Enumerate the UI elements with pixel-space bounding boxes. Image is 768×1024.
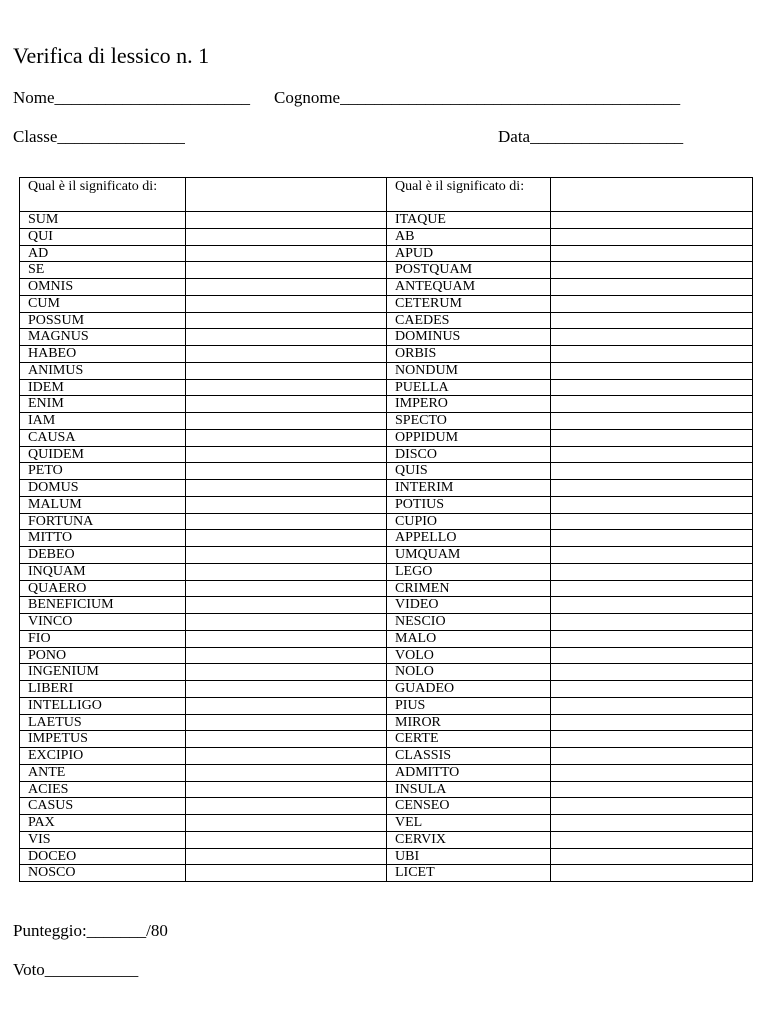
table-row	[20, 429, 753, 446]
table-row	[20, 547, 753, 564]
table-row	[20, 446, 753, 463]
table-row	[20, 681, 753, 698]
latin-word-right: CAEDES	[387, 312, 551, 329]
answer-cell-left[interactable]	[186, 396, 387, 413]
answer-cell-right[interactable]	[551, 781, 753, 798]
answer-cell-right[interactable]	[551, 513, 753, 530]
answer-cell-left[interactable]	[186, 228, 387, 245]
latin-word-right: CLASSIS	[387, 748, 551, 765]
table-row	[20, 245, 753, 262]
answer-cell-left[interactable]	[186, 597, 387, 614]
latin-word-left: LAETUS	[20, 714, 186, 731]
latin-word-left: VINCO	[20, 614, 186, 631]
header-right: Qual è il significato di:	[387, 178, 551, 212]
answer-cell-right[interactable]	[551, 362, 753, 379]
latin-word-left: FIO	[20, 630, 186, 647]
latin-word-right: LICET	[387, 865, 551, 882]
latin-word-right: APPELLO	[387, 530, 551, 547]
latin-word-left: PAX	[20, 815, 186, 832]
answer-cell-left[interactable]	[186, 630, 387, 647]
answer-cell-left[interactable]	[186, 865, 387, 882]
table-row	[20, 228, 753, 245]
answer-cell-right[interactable]	[551, 681, 753, 698]
answer-cell-left[interactable]	[186, 664, 387, 681]
answer-cell-right[interactable]	[551, 798, 753, 815]
answer-cell-right[interactable]	[551, 228, 753, 245]
answer-cell-left[interactable]	[186, 563, 387, 580]
answer-cell-left[interactable]	[186, 530, 387, 547]
answer-cell-right[interactable]	[551, 647, 753, 664]
latin-word-left: BENEFICIUM	[20, 597, 186, 614]
table-header-row	[20, 178, 753, 212]
nome-field[interactable]: Nome_______________________	[13, 88, 251, 107]
answer-header-right	[551, 178, 753, 212]
answer-cell-right[interactable]	[551, 379, 753, 396]
latin-word-left: ACIES	[20, 781, 186, 798]
latin-word-left: AD	[20, 245, 186, 262]
page-title: Verifica di lessico n. 1	[13, 43, 210, 68]
table-row	[20, 798, 753, 815]
answer-cell-right[interactable]	[551, 664, 753, 681]
table-row	[20, 614, 753, 631]
latin-word-right: NOLO	[387, 664, 551, 681]
latin-word-right: SPECTO	[387, 413, 551, 430]
latin-word-right: CETERUM	[387, 295, 551, 312]
table-row	[20, 865, 753, 882]
table-row	[20, 362, 753, 379]
latin-word-left: IMPETUS	[20, 731, 186, 748]
answer-cell-right[interactable]	[551, 764, 753, 781]
latin-word-left: INQUAM	[20, 563, 186, 580]
answer-cell-left[interactable]	[186, 429, 387, 446]
answer-cell-right[interactable]	[551, 748, 753, 765]
answer-cell-left[interactable]	[186, 279, 387, 296]
latin-word-right: VIDEO	[387, 597, 551, 614]
latin-word-right: PUELLA	[387, 379, 551, 396]
latin-word-right: NESCIO	[387, 614, 551, 631]
table-row	[20, 831, 753, 848]
latin-word-left: QUAERO	[20, 580, 186, 597]
latin-word-right: CUPIO	[387, 513, 551, 530]
answer-cell-left[interactable]	[186, 480, 387, 497]
answer-cell-left[interactable]	[186, 312, 387, 329]
answer-cell-left[interactable]	[186, 647, 387, 664]
data-field[interactable]: Data__________________	[498, 127, 684, 146]
answer-cell-left[interactable]	[186, 580, 387, 597]
answer-cell-right[interactable]	[551, 429, 753, 446]
latin-word-right: ORBIS	[387, 346, 551, 363]
answer-cell-right[interactable]	[551, 815, 753, 832]
latin-word-right: OPPIDUM	[387, 429, 551, 446]
answer-cell-right[interactable]	[551, 295, 753, 312]
table-row	[20, 764, 753, 781]
answer-cell-right[interactable]	[551, 212, 753, 229]
answer-cell-left[interactable]	[186, 212, 387, 229]
answer-cell-right[interactable]	[551, 245, 753, 262]
answer-cell-left[interactable]	[186, 848, 387, 865]
table-row	[20, 212, 753, 229]
latin-word-right: CERTE	[387, 731, 551, 748]
answer-cell-right[interactable]	[551, 463, 753, 480]
latin-word-right: PIUS	[387, 697, 551, 714]
table-row	[20, 463, 753, 480]
answer-cell-left[interactable]	[186, 831, 387, 848]
latin-word-left: DOCEO	[20, 848, 186, 865]
answer-cell-left[interactable]	[186, 379, 387, 396]
latin-word-right: INTERIM	[387, 480, 551, 497]
answer-cell-right[interactable]	[551, 413, 753, 430]
latin-word-left: VIS	[20, 831, 186, 848]
table-row	[20, 396, 753, 413]
answer-cell-right[interactable]	[551, 614, 753, 631]
answer-cell-left[interactable]	[186, 463, 387, 480]
latin-word-right: MIROR	[387, 714, 551, 731]
answer-cell-right[interactable]	[551, 547, 753, 564]
latin-word-left: INTELLIGO	[20, 697, 186, 714]
vocabulary-table	[19, 177, 753, 882]
table-row	[20, 312, 753, 329]
latin-word-right: DISCO	[387, 446, 551, 463]
answer-cell-right[interactable]	[551, 865, 753, 882]
latin-word-right: ADMITTO	[387, 764, 551, 781]
latin-word-right: NONDUM	[387, 362, 551, 379]
latin-word-left: IDEM	[20, 379, 186, 396]
latin-word-left: SUM	[20, 212, 186, 229]
table-row	[20, 279, 753, 296]
answer-cell-left[interactable]	[186, 245, 387, 262]
table-row	[20, 697, 753, 714]
answer-cell-right[interactable]	[551, 396, 753, 413]
header-left: Qual è il significato di:	[20, 178, 186, 212]
answer-cell-left[interactable]	[186, 262, 387, 279]
answer-cell-left[interactable]	[186, 547, 387, 564]
answer-cell-left[interactable]	[186, 731, 387, 748]
latin-word-right: CRIMEN	[387, 580, 551, 597]
answer-cell-right[interactable]	[551, 480, 753, 497]
latin-word-left: CUM	[20, 295, 186, 312]
latin-word-left: CASUS	[20, 798, 186, 815]
answer-cell-right[interactable]	[551, 446, 753, 463]
table-row	[20, 480, 753, 497]
table-row	[20, 664, 753, 681]
answer-cell-left[interactable]	[186, 681, 387, 698]
latin-word-left: CAUSA	[20, 429, 186, 446]
table-row	[20, 379, 753, 396]
answer-cell-left[interactable]	[186, 764, 387, 781]
table-row	[20, 597, 753, 614]
latin-word-left: QUIDEM	[20, 446, 186, 463]
latin-word-left: DEBEO	[20, 547, 186, 564]
table-row	[20, 295, 753, 312]
table-row	[20, 647, 753, 664]
table-row	[20, 262, 753, 279]
answer-cell-left[interactable]	[186, 346, 387, 363]
answer-cell-left[interactable]	[186, 513, 387, 530]
answer-cell-right[interactable]	[551, 563, 753, 580]
table-row	[20, 563, 753, 580]
answer-cell-left[interactable]	[186, 697, 387, 714]
answer-cell-left[interactable]	[186, 614, 387, 631]
classe-field[interactable]: Classe_______________	[13, 127, 185, 146]
latin-word-left: EXCIPIO	[20, 748, 186, 765]
answer-cell-right[interactable]	[551, 714, 753, 731]
answer-cell-left[interactable]	[186, 295, 387, 312]
latin-word-left: OMNIS	[20, 279, 186, 296]
table-row	[20, 530, 753, 547]
answer-cell-left[interactable]	[186, 496, 387, 513]
table-row	[20, 513, 753, 530]
latin-word-left: MALUM	[20, 496, 186, 513]
latin-word-left: ANIMUS	[20, 362, 186, 379]
answer-cell-right[interactable]	[551, 831, 753, 848]
voto-field[interactable]: Voto___________	[13, 960, 139, 979]
latin-word-right: VOLO	[387, 647, 551, 664]
latin-word-left: HABEO	[20, 346, 186, 363]
latin-word-right: CERVIX	[387, 831, 551, 848]
punteggio-field[interactable]: Punteggio:_______/80	[13, 921, 168, 940]
answer-cell-right[interactable]	[551, 496, 753, 513]
table-row	[20, 496, 753, 513]
latin-word-left: FORTUNA	[20, 513, 186, 530]
latin-word-right: VEL	[387, 815, 551, 832]
answer-cell-left[interactable]	[186, 446, 387, 463]
table-row	[20, 731, 753, 748]
table-row	[20, 781, 753, 798]
table-row	[20, 329, 753, 346]
answer-cell-right[interactable]	[551, 848, 753, 865]
latin-word-left: PETO	[20, 463, 186, 480]
latin-word-right: DOMINUS	[387, 329, 551, 346]
latin-word-right: APUD	[387, 245, 551, 262]
answer-cell-left[interactable]	[186, 815, 387, 832]
latin-word-right: UMQUAM	[387, 547, 551, 564]
answer-cell-left[interactable]	[186, 714, 387, 731]
answer-cell-left[interactable]	[186, 781, 387, 798]
answer-cell-right[interactable]	[551, 731, 753, 748]
latin-word-left: QUI	[20, 228, 186, 245]
latin-word-left: ANTE	[20, 764, 186, 781]
latin-word-right: POSTQUAM	[387, 262, 551, 279]
table-row	[20, 346, 753, 363]
answer-cell-right[interactable]	[551, 530, 753, 547]
latin-word-left: ENIM	[20, 396, 186, 413]
answer-cell-left[interactable]	[186, 362, 387, 379]
answer-header-left	[186, 178, 387, 212]
answer-cell-left[interactable]	[186, 329, 387, 346]
latin-word-left: DOMUS	[20, 480, 186, 497]
answer-cell-right[interactable]	[551, 697, 753, 714]
latin-word-right: LEGO	[387, 563, 551, 580]
table-row	[20, 815, 753, 832]
latin-word-right: MALO	[387, 630, 551, 647]
latin-word-right: CENSEO	[387, 798, 551, 815]
latin-word-right: UBI	[387, 848, 551, 865]
latin-word-left: MAGNUS	[20, 329, 186, 346]
answer-cell-right[interactable]	[551, 597, 753, 614]
latin-word-left: NOSCO	[20, 865, 186, 882]
latin-word-right: ANTEQUAM	[387, 279, 551, 296]
table-row	[20, 748, 753, 765]
latin-word-right: ITAQUE	[387, 212, 551, 229]
answer-cell-right[interactable]	[551, 580, 753, 597]
answer-cell-right[interactable]	[551, 312, 753, 329]
latin-word-left: POSSUM	[20, 312, 186, 329]
answer-cell-right[interactable]	[551, 329, 753, 346]
latin-word-right: GUADEO	[387, 681, 551, 698]
table-row	[20, 714, 753, 731]
table-row	[20, 630, 753, 647]
latin-word-left: PONO	[20, 647, 186, 664]
latin-word-left: MITTO	[20, 530, 186, 547]
latin-word-left: IAM	[20, 413, 186, 430]
latin-word-left: SE	[20, 262, 186, 279]
table-row	[20, 580, 753, 597]
latin-word-right: INSULA	[387, 781, 551, 798]
answer-cell-right[interactable]	[551, 630, 753, 647]
answer-cell-left[interactable]	[186, 748, 387, 765]
latin-word-left: INGENIUM	[20, 664, 186, 681]
latin-word-right: AB	[387, 228, 551, 245]
answer-cell-right[interactable]	[551, 262, 753, 279]
cognome-field[interactable]: Cognome________________________________________	[274, 88, 681, 107]
latin-word-right: POTIUS	[387, 496, 551, 513]
table-row	[20, 848, 753, 865]
answer-cell-right[interactable]	[551, 279, 753, 296]
answer-cell-left[interactable]	[186, 798, 387, 815]
answer-cell-right[interactable]	[551, 346, 753, 363]
latin-word-right: IMPERO	[387, 396, 551, 413]
latin-word-right: QUIS	[387, 463, 551, 480]
table-row	[20, 413, 753, 430]
answer-cell-left[interactable]	[186, 413, 387, 430]
latin-word-left: LIBERI	[20, 681, 186, 698]
